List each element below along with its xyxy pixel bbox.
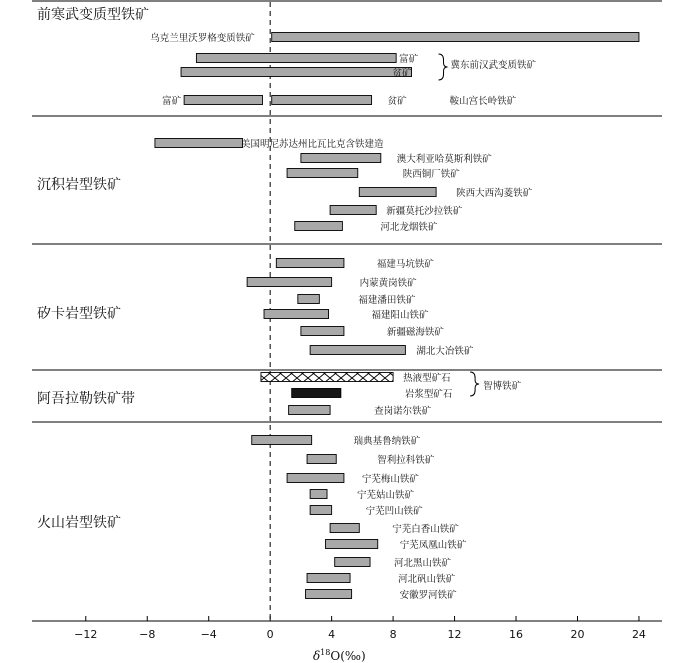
bar-label: 福建潘田铁矿	[358, 295, 416, 306]
bar-label: 富矿	[162, 96, 182, 107]
x-axis-title-sup: 18	[320, 648, 331, 657]
bar-label: 宁芜姑山铁矿	[357, 490, 415, 501]
x-axis-title-rest: O(‰)	[330, 649, 366, 663]
x-tick-label: 4	[328, 628, 336, 641]
bar-label: 宁芜凤凰山铁矿	[399, 540, 467, 551]
range-bar	[306, 590, 352, 599]
bar-label: 内蒙黄岗铁矿	[359, 278, 417, 289]
bar-label: 陕西铜厂铁矿	[402, 169, 460, 180]
x-axis-title-delta: δ	[312, 649, 321, 663]
range-bar	[310, 506, 332, 515]
bar-label: 湖北大冶铁矿	[416, 346, 474, 357]
bar-label: 陕西大西沟菱铁矿	[456, 188, 533, 199]
range-bar	[261, 373, 393, 382]
bar-label: 澳大利亚哈莫斯利铁矿	[396, 154, 492, 165]
x-tick-label: 20	[570, 628, 585, 641]
bar-label: 福建马坑铁矿	[376, 259, 434, 270]
bar-label: 贫矿	[387, 96, 407, 107]
bar-label: 贫矿	[392, 68, 412, 79]
range-bar	[247, 278, 332, 287]
x-tick-label: 16	[509, 628, 524, 641]
x-tick-label: −4	[200, 628, 217, 641]
range-bar	[307, 574, 350, 583]
bar-label: 安徽罗河铁矿	[399, 590, 457, 601]
group-label: 前寒武变质型铁矿	[37, 7, 149, 23]
range-bar	[325, 540, 377, 549]
bar-label: 河北黑山铁矿	[394, 558, 452, 569]
x-tick-label: 24	[631, 628, 646, 641]
bar-label: 岩浆型矿石	[404, 389, 453, 400]
x-tick-label: 0	[266, 628, 274, 641]
range-bar	[272, 96, 372, 105]
group-label: 火山岩型铁矿	[37, 515, 121, 531]
x-tick-label: 12	[447, 628, 462, 641]
bar-label: 美国明尼苏达州比瓦比克含铁建造	[240, 139, 384, 150]
range-bar	[196, 54, 396, 63]
range-bar	[330, 524, 359, 533]
bar-label: 瑞典基鲁纳铁矿	[353, 436, 421, 447]
bar-label: 新疆莫托沙拉铁矿	[386, 206, 463, 217]
bar-label: 福建阳山铁矿	[371, 310, 429, 321]
range-bar	[335, 558, 370, 567]
range-bar	[289, 406, 330, 415]
x-axis-title	[313, 648, 366, 663]
bar-label: 河北龙烟铁矿	[380, 222, 438, 233]
range-bar	[301, 154, 381, 163]
range-bar	[310, 490, 327, 499]
bar-label: 富矿	[399, 54, 419, 65]
x-tick-label: −8	[139, 628, 156, 641]
bar-label: 热液型矿石	[403, 373, 451, 384]
group-label: 阿吾拉勒铁矿带	[37, 391, 135, 407]
bar-labels	[150, 32, 536, 601]
group-annotation: 冀东前汉武变质铁矿	[450, 60, 537, 71]
bar-label: 宁芜梅山铁矿	[361, 474, 419, 485]
bar-label: 乌克兰里沃罗格变质铁矿	[150, 33, 255, 44]
range-bar	[276, 259, 344, 268]
range-bar	[181, 68, 411, 77]
bracket	[439, 54, 448, 80]
range-bar	[155, 139, 243, 148]
group-label: 矽卡岩型铁矿	[37, 306, 121, 322]
range-bar	[287, 169, 358, 178]
x-tick-label: −12	[74, 628, 98, 641]
range-bar	[295, 222, 343, 231]
range-bar	[307, 455, 336, 464]
x-tick-label: 8	[389, 628, 397, 641]
group-annotation: 鞍山宫长岭铁矿	[449, 96, 517, 107]
range-bar	[184, 96, 262, 105]
bar-label: 智利拉科铁矿	[377, 455, 435, 466]
range-bar	[292, 389, 341, 398]
range-bar	[287, 474, 344, 483]
range-bar	[301, 327, 344, 336]
bar-label: 河北矾山铁矿	[398, 574, 456, 585]
bar-label: 新疆磁海铁矿	[386, 327, 444, 338]
range-bar	[330, 206, 376, 215]
range-bar	[252, 436, 312, 445]
range-bar	[264, 310, 329, 319]
bracket	[470, 372, 479, 396]
range-bar	[359, 188, 436, 197]
group-annotation: 智博铁矿	[483, 381, 522, 392]
x-axis	[32, 616, 662, 641]
range-bar	[310, 346, 405, 355]
group-labels	[37, 6, 149, 531]
range-bar	[298, 295, 320, 304]
range-bar	[272, 33, 639, 42]
bar-label: 查岗诺尔铁矿	[374, 406, 432, 417]
bar-label: 宁芜白香山铁矿	[392, 524, 459, 535]
group-label: 沉积岩型铁矿	[37, 177, 121, 193]
bar-label: 宁芜凹山铁矿	[365, 506, 423, 517]
